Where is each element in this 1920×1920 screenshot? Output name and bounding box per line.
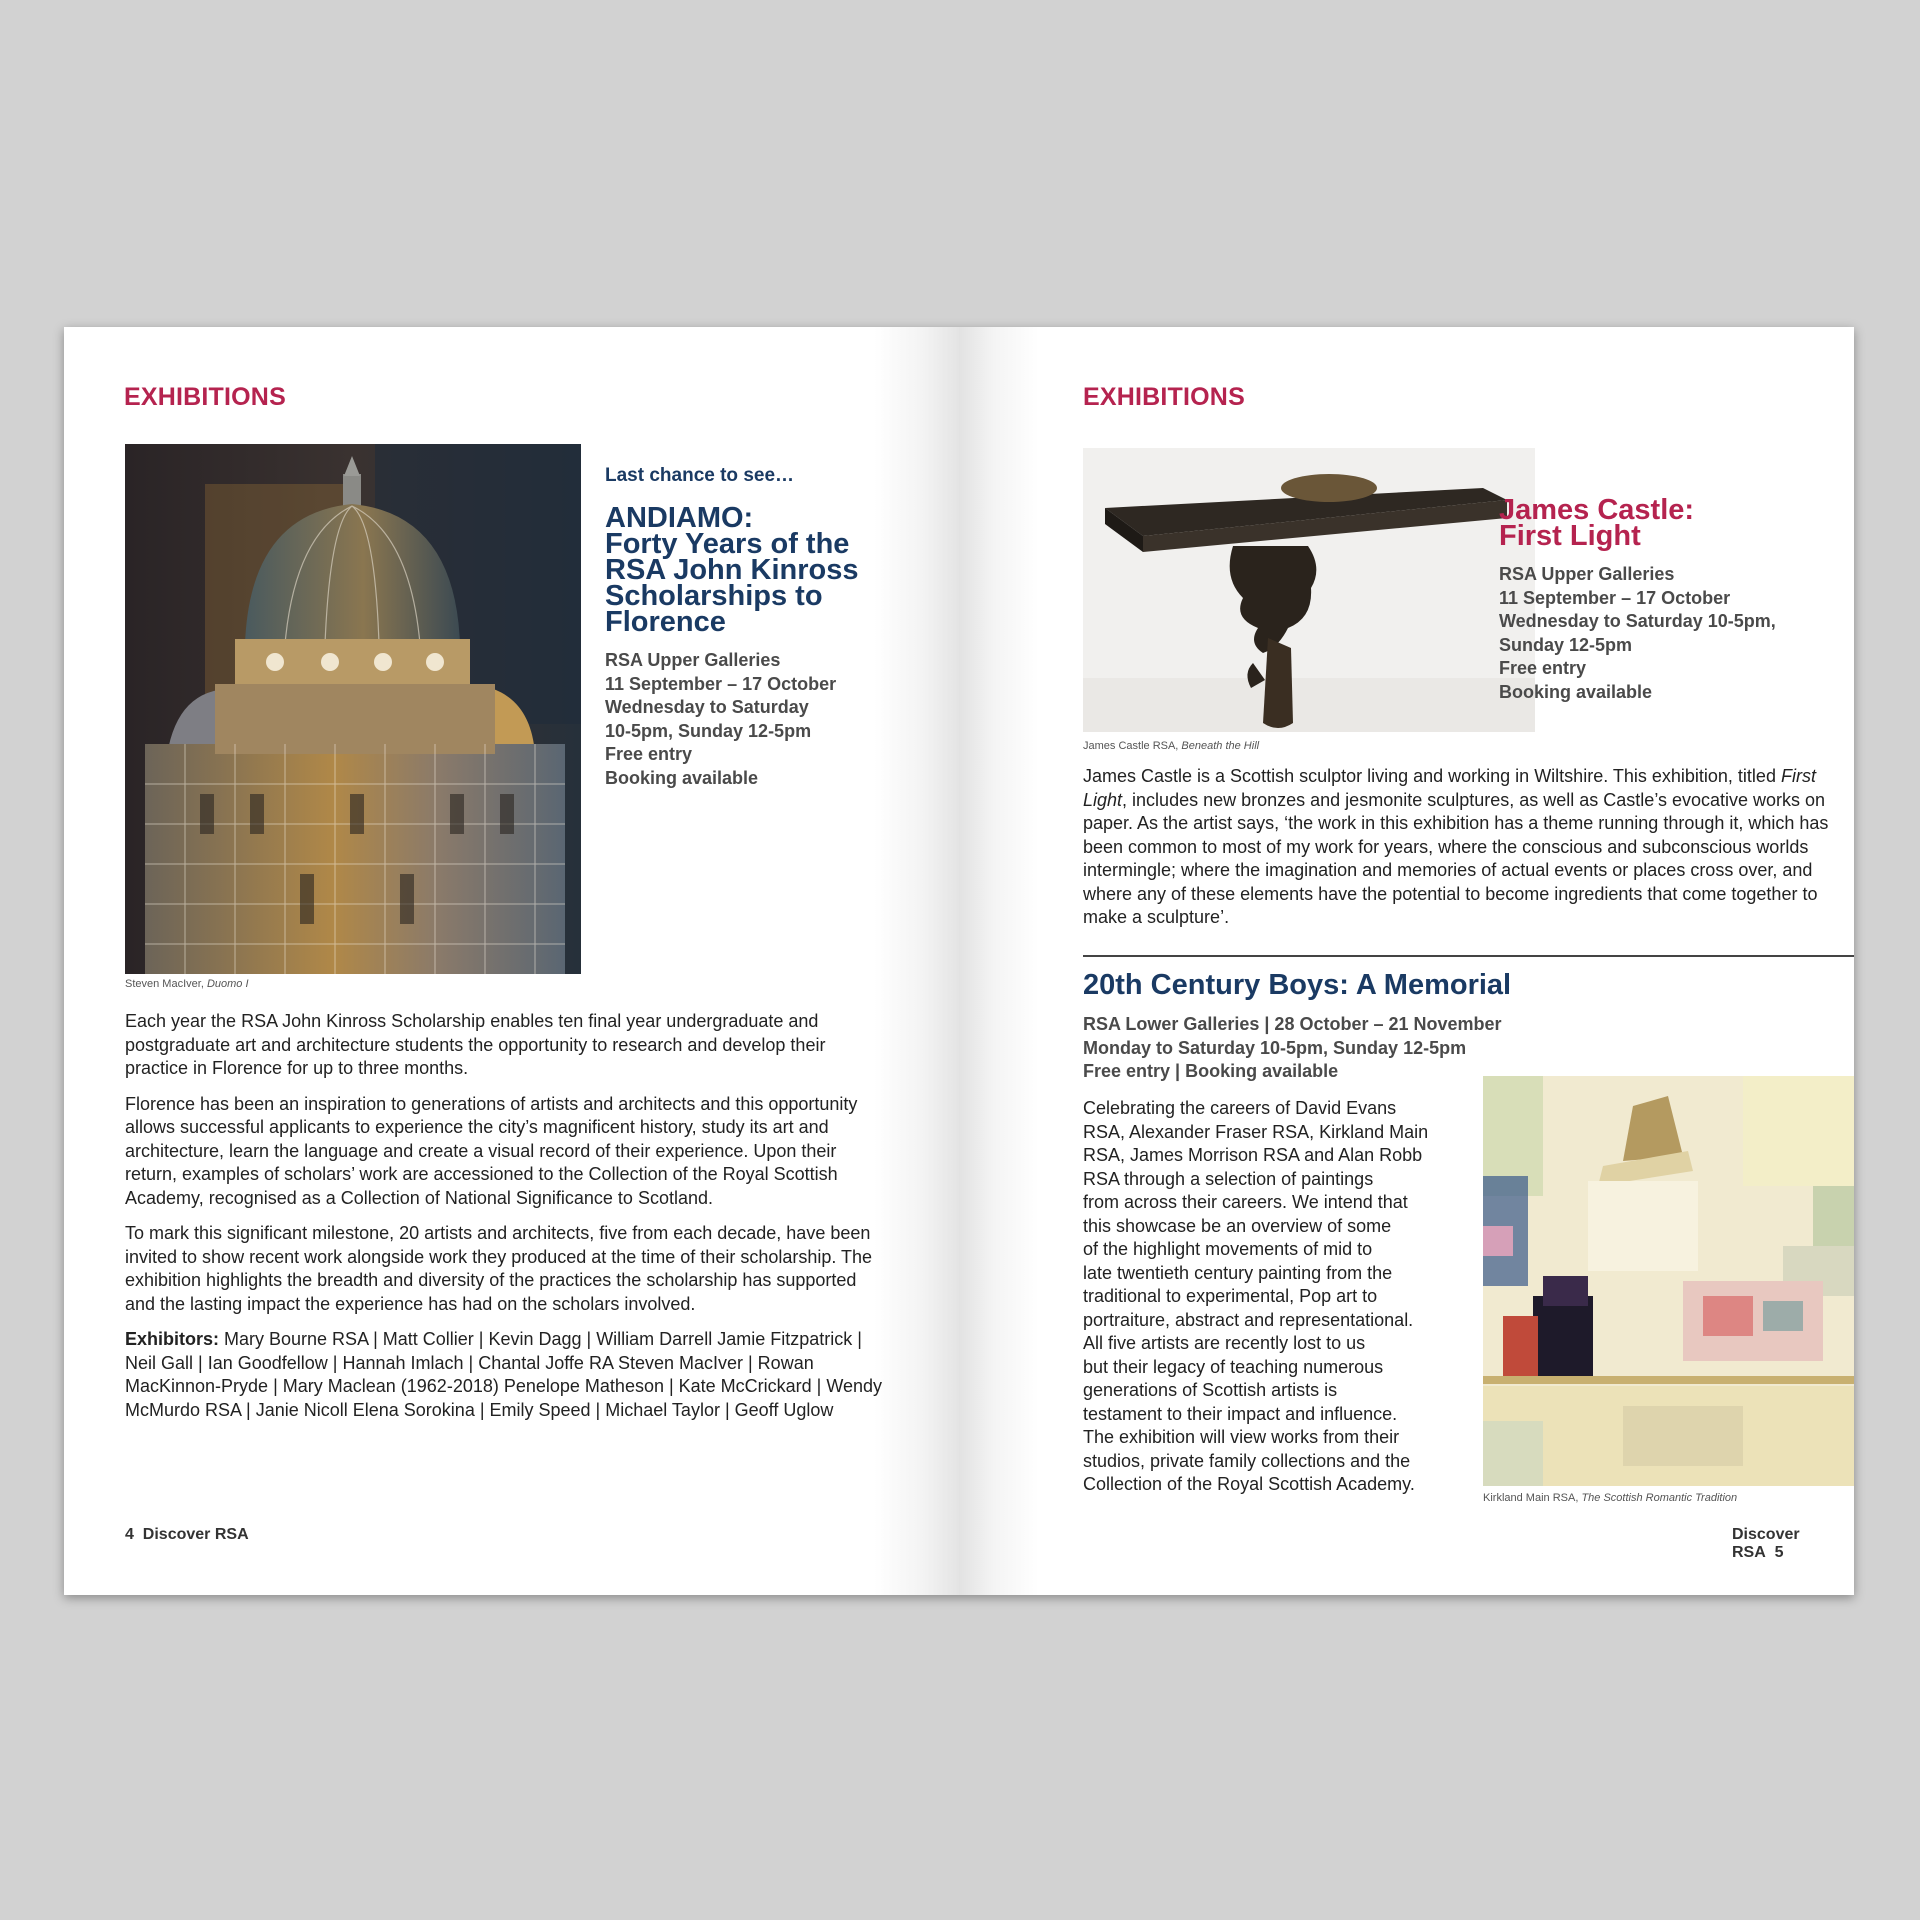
boys-title: 20th Century Boys: A Memorial [1083, 969, 1512, 1001]
duomo-image-caption: Steven MacIver, Duomo I [125, 978, 249, 990]
section-label: EXHIBITIONS [124, 383, 286, 411]
right-page-footer: Discover RSA 5 [1732, 1526, 1800, 1561]
kicker-text: Last chance to see… [605, 465, 795, 486]
duomo-artwork-image [125, 444, 581, 974]
sculpture-image-caption: James Castle RSA, Beneath the Hill [1083, 740, 1260, 752]
page-number: 4 [125, 1526, 134, 1543]
painting-image [1483, 1076, 1854, 1486]
page-number: 5 [1774, 1544, 1784, 1561]
castle-title: James Castle: First Light [1499, 494, 1695, 552]
body-paragraph: Each year the RSA John Kinross Scholarship enables ten final year undergraduate and postgraduate art and architecture students the opportunity to research and develop their practice in Florence for up to three months. [125, 1011, 826, 1078]
left-page-footer: 4 Discover RSA [125, 1526, 249, 1543]
right-page [959, 327, 1854, 1595]
body-paragraph: Florence has been an inspiration to generations of artists and architects and this opportunity allows successful applicants to experience the city’s magnificent history, study its art and architecture, learn the language and create a visual record of their experience. Upon their return, examples of scholars’ work are accessioned to the Collection of the Royal Scottish Academy, recognised as a Collection of National Significance to Scotland. [125, 1093, 858, 1208]
sculpture-image [1083, 448, 1535, 732]
left-page [64, 327, 959, 1595]
andiamo-title: ANDIAMO: Forty Years of the RSA John Kinross Scholarships to Florence [605, 502, 859, 638]
body-paragraph: To mark this significant milestone, 20 artists and architects, five from each decade, have been invited to show recent work alongside work they produced at the time of their scholarship. The exhibition highlights the breadth and diversity of the practices the scholarship has supported and the lasting impact the experience has had on the scholars involved. [125, 1223, 873, 1314]
section-divider [1083, 955, 1854, 957]
boys-info: RSA Lower Galleries | 28 October – 21 November Monday to Saturday 10-5pm, Sunday 12-5pm Free entry | Booking available [1083, 1014, 1502, 1081]
boys-body: Celebrating the careers of David Evans RSA, Alexander Fraser RSA, Kirkland Main RSA, James Morrison RSA and Alan Robb RSA through a selection of paintings from across their careers. We intend that this showcase be an overview of some of the highlight movements of mid to late twentieth century painting from the traditional to experimental, Pop art to portraiture, abstract and representational. All five artists are recently lost to us but their legacy of teaching numerous generations of Scottish artists is testament to their impact and influence. The exhibition will view works from their studios, private family collections and the Collection of the Royal Scottish Academy. [1083, 1098, 1429, 1494]
andiamo-info: RSA Upper Galleries 11 September – 17 October Wednesday to Saturday 10-5pm, Sunday 12-5pm Free entry Booking available [605, 650, 837, 788]
exhibitors-list: Exhibitors: Mary Bourne RSA | Matt Collier | Kevin Dagg | William Darrell Jamie Fitzpatrick | Neil Gall | Ian Goodfellow | Hannah Imlach | Chantal Joffe RA Steven MacIver | Rowan MacKinnon-Pryde | Mary Maclean (1962-2018) Penelope Matheson | Kate McCrickard | Wendy McMurdo RSA | Janie Nicoll Elena Sorokina | Emily Speed | Michael Taylor | Geoff Uglow [125, 1329, 883, 1420]
castle-body: James Castle is a Scottish sculptor living and working in Wiltshire. This exhibition, titled First Light, includes new bronzes and jesmonite sculptures, as well as Castle’s evocative works on paper. As the artist says, ‘the work in this exhibition has a theme running through it, which has been common to most of my work for years, where the conscious and subconscious worlds intermingle; where the imagination and memories of actual events or places cross over, and where any of these elements have the potential to become ingredients that come together to make a sculpture’. [1083, 766, 1829, 927]
section-label: EXHIBITIONS [1083, 383, 1245, 411]
castle-info: RSA Upper Galleries 11 September – 17 October Wednesday to Saturday 10-5pm, Sunday 12-5pm Free entry Booking available [1499, 564, 1776, 702]
andiamo-body [125, 1010, 885, 1422]
painting-image-caption: Kirkland Main RSA, The Scottish Romantic Tradition [1483, 1492, 1738, 1504]
brochure-spread [64, 327, 1854, 1595]
